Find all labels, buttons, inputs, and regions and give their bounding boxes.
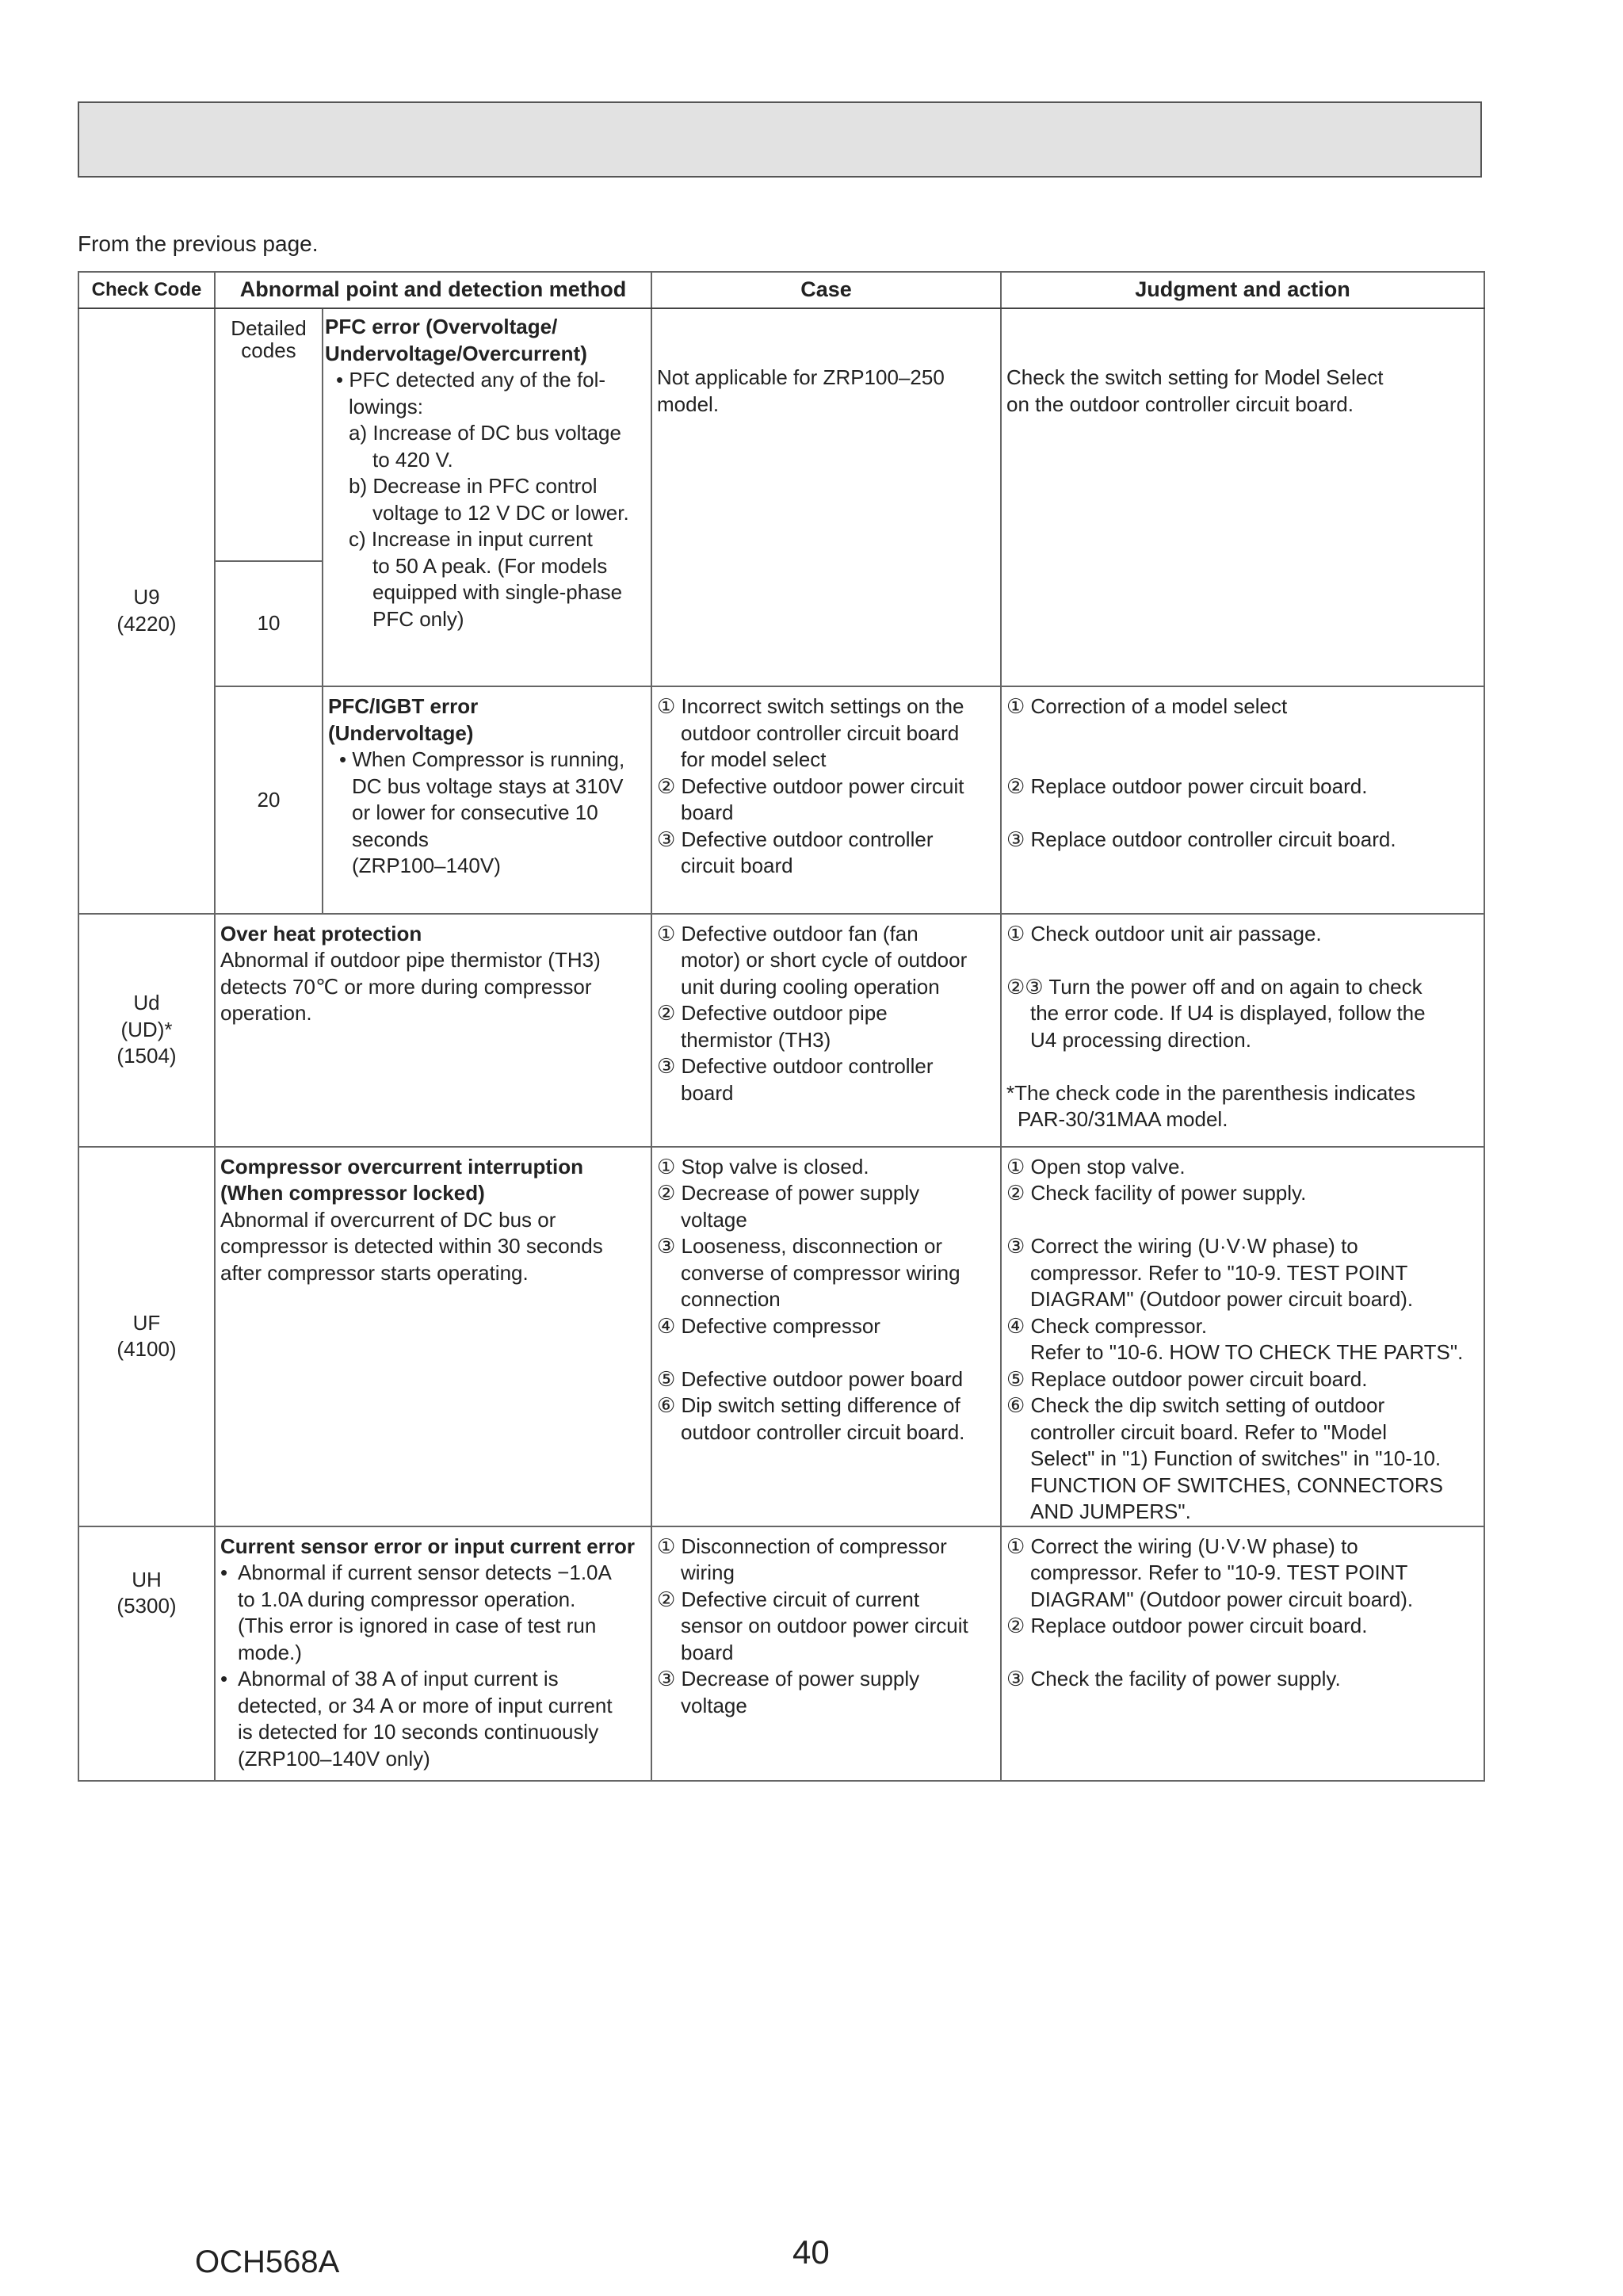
- uh-case: ① Disconnection of compressor wiring ② Defective circuit of current sensor on outdoor power circuit board ③ Decrease of power supply voltage: [651, 1526, 1001, 1782]
- header-abnormal: Abnormal point and detection method: [215, 272, 651, 308]
- u9-code-cell: [78, 308, 215, 914]
- uh-judgment: ① Correct the wiring (U·V·W phase) to compressor. Refer to "10-9. TEST POINT DIAGRAM" (Outdoor power circuit board). ② Replace outdoor power circuit board. ③ Check the facility of power supply.: [1001, 1526, 1484, 1782]
- uh-detection: Current sensor error or input current error • Abnormal if current sensor detects −1.0A to 1.0A during compressor operation. (This error is ignored in case of test run mode.) • Abnormal of 38 A of input current is detected, or 34 A or more of input current is detected for 10 seconds continuously (ZRP100–140V only): [215, 1526, 651, 1782]
- u9-code: U9: [133, 585, 160, 609]
- u9-10-judgment: Check the switch setting for Model Select on the outdoor controller circuit board.: [1001, 308, 1484, 686]
- uh-code-cell: UH (5300): [78, 1526, 215, 1782]
- ud-detection: Over heat protection Abnormal if outdoor pipe thermistor (TH3) detects 70℃ or more during compressor operation.: [215, 914, 651, 1147]
- intro-text: From the previous page.: [78, 231, 319, 256]
- u9-10-case: Not applicable for ZRP100–250 model.: [651, 308, 1001, 686]
- detailed-codes-label: Detailed codes: [215, 308, 323, 561]
- document-code: OCH568A: [195, 2244, 340, 2279]
- u9-code-num: (4220): [116, 611, 177, 636]
- uf-judgment: ① Open stop valve. ② Check facility of power supply. ③ Correct the wiring (U·V·W phase) to compressor. Refer to "10-9. TEST POINT DIAGRAM" (Outdoor power circuit board). ④ Check compressor. Refer to "10-6. HOW TO CHECK THE PARTS". ⑤ Replace outdoor power circuit board. ⑥ Check the dip switch setting of outdoor controller circuit board. Refer to "Model Select" in "1) Function of switches" in "10-10. FUNCTION OF SWITCHES, CONNECTORS AND JUMPERS".: [1001, 1147, 1484, 1526]
- u9-10-detection: PFC error (Overvoltage/ Undervoltage/Overcurrent) • PFC detected any of the fol- lowings: a) Increase of DC bus voltage to 420 V. b) Decrease in PFC control voltage to 12 V DC or lower. c) Increase in input current to 50 A peak. (For models equipped with single-phase PFC only): [323, 308, 651, 686]
- header-case: Case: [651, 272, 1001, 308]
- ud-judgment: ① Check outdoor unit air passage. ②③ Turn the power off and on again to check the error code. If U4 is displayed, follow the U4 processing direction. *The check code in the parenthesis indicates PAR-30/31MAA model.: [1001, 914, 1484, 1147]
- table-row-ud: [78, 914, 1484, 1147]
- table-row-u9-20: [78, 686, 1484, 914]
- header-band: [78, 101, 1482, 178]
- ud-case: ① Defective outdoor fan (fan motor) or short cycle of outdoor unit during cooling operation ② Defective outdoor pipe thermistor (TH3) ③ Defective outdoor controller board: [651, 914, 1001, 1147]
- u9-20-detection: PFC/IGBT error (Undervoltage) • When Compressor is running, DC bus voltage stays at 310V or lower for consecutive 10 seconds (ZRP100–140V): [323, 686, 651, 914]
- uf-code-cell: UF (4100): [78, 1147, 215, 1526]
- table-header-row: [78, 272, 1484, 308]
- uf-case: ① Stop valve is closed. ② Decrease of power supply voltage ③ Looseness, disconnection or converse of compressor wiring connection ④ Defective compressor ⑤ Defective outdoor power board ⑥ Dip switch setting difference of outdoor controller circuit board.: [651, 1147, 1001, 1526]
- page-number: 40: [792, 2233, 830, 2271]
- table-row-uh: [78, 1526, 1484, 1782]
- ud-code-cell: Ud (UD)* (1504): [78, 914, 215, 1147]
- uf-detection: Compressor overcurrent interruption (When compressor locked) Abnormal if overcurrent of DC bus or compressor is detected within 30 seconds after compressor starts operating.: [215, 1147, 651, 1526]
- u9-subcode-10: 10: [215, 561, 323, 686]
- u9-20-judgment: ① Correction of a model select ② Replace outdoor power circuit board. ③ Replace outdoor controller circuit board.: [1001, 686, 1484, 914]
- header-judgment: Judgment and action: [1001, 272, 1484, 308]
- error-code-table: [78, 271, 1485, 1782]
- table-row-uf: [78, 1147, 1484, 1526]
- table-row-u9-detail-header: [78, 308, 1484, 561]
- header-check-code: Check Code: [78, 272, 215, 308]
- u9-subcode-20: 20: [215, 686, 323, 914]
- u9-20-case: ① Incorrect switch settings on the outdoor controller circuit board for model select ② Defective outdoor power circuit board ③ Defective outdoor controller circuit board: [651, 686, 1001, 914]
